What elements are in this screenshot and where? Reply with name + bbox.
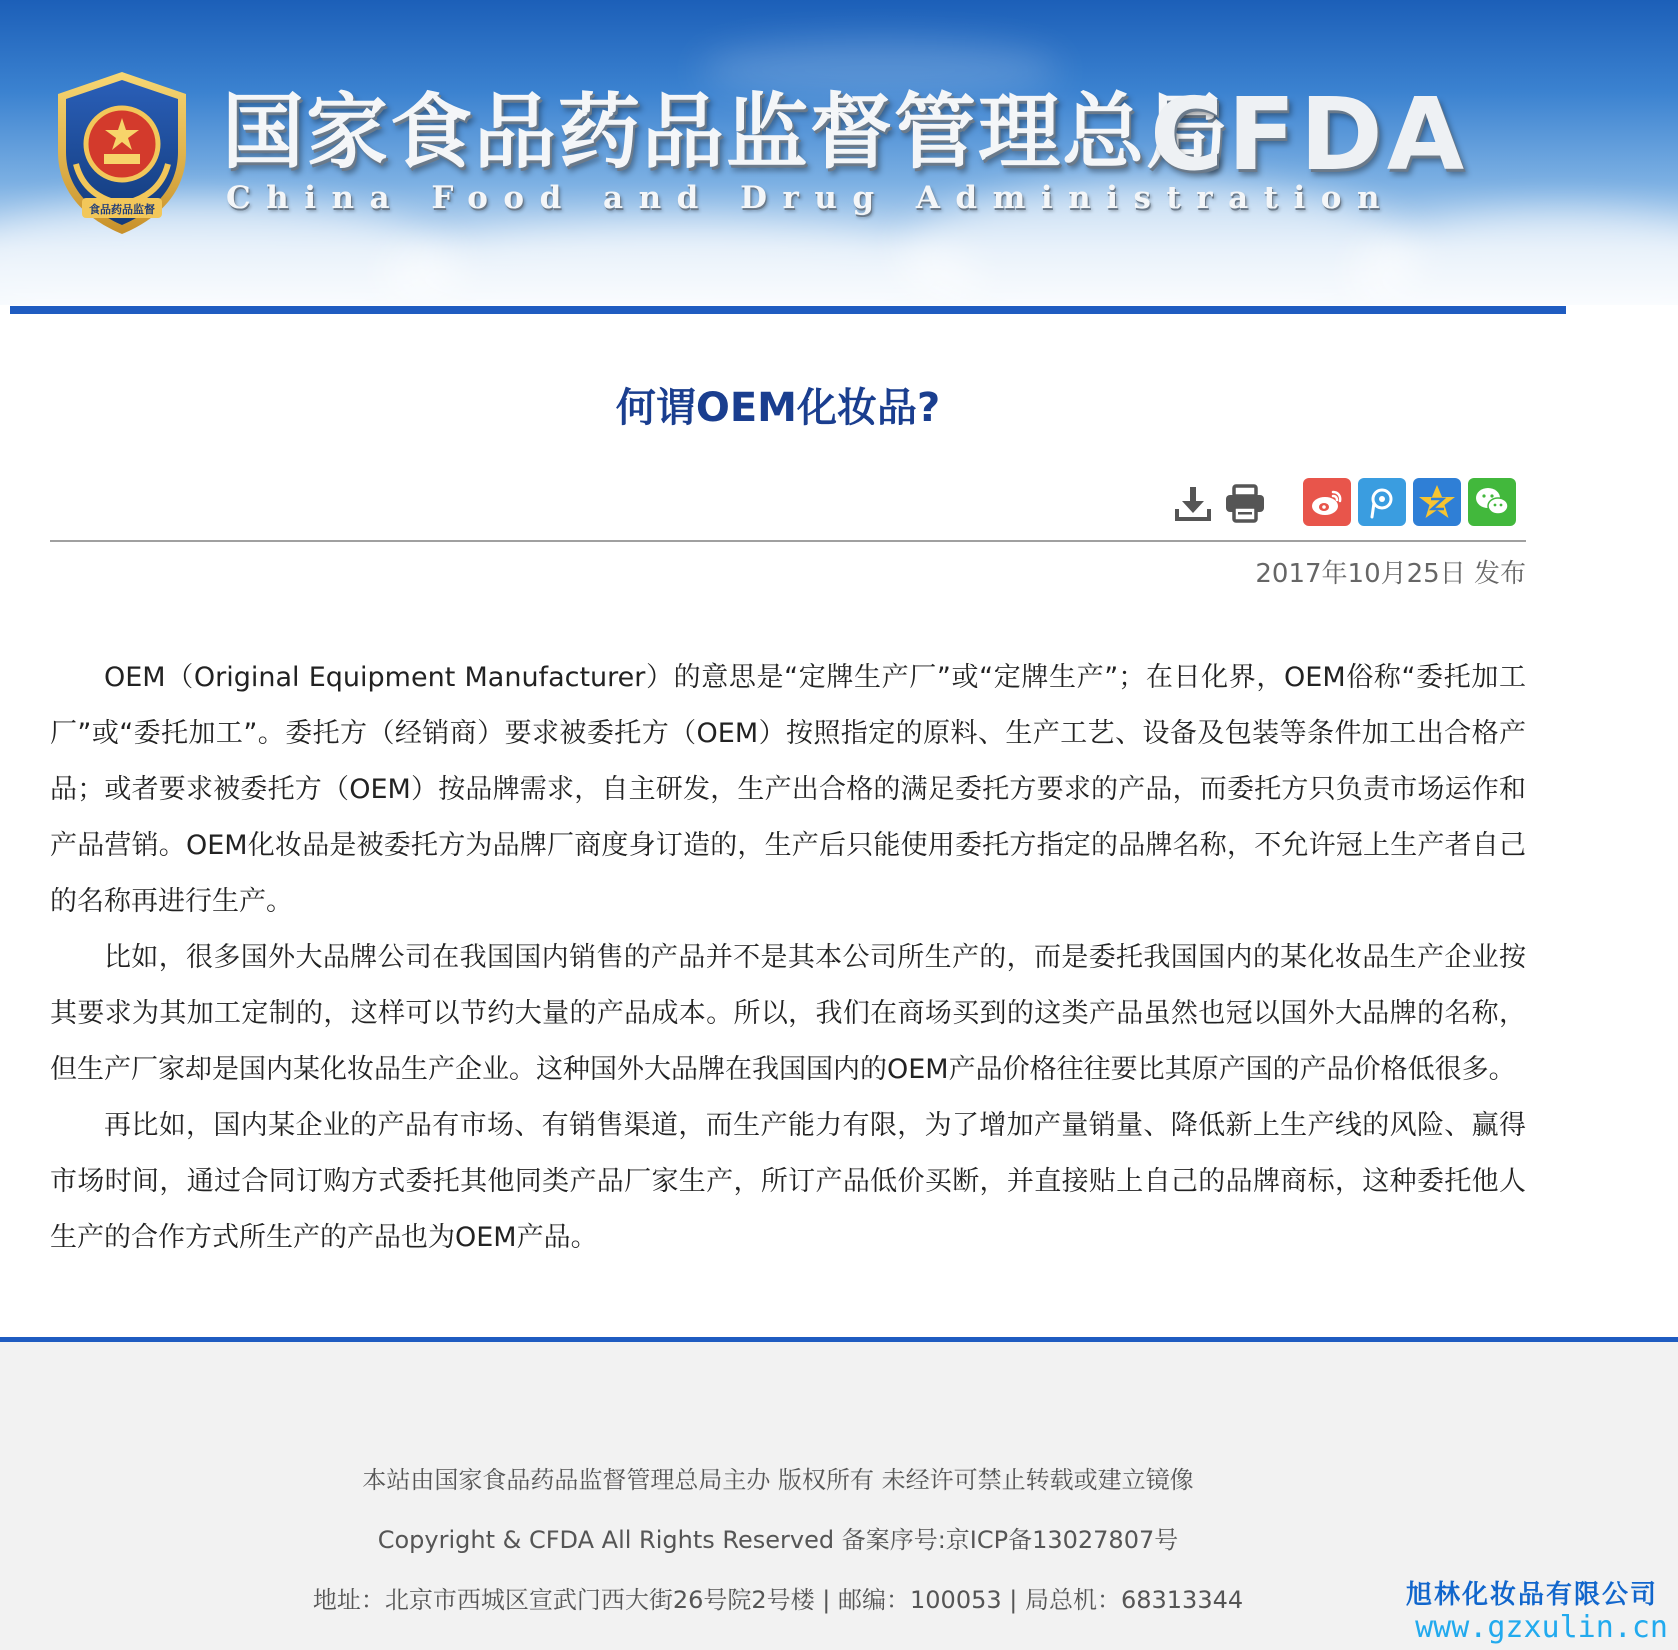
share-tencent-weibo-button[interactable] <box>1358 478 1406 526</box>
footer-address: 地址：北京市西城区宣武门西大街26号院2号楼 | 邮编：100053 | 局总机：68313344 <box>312 1586 1244 1614</box>
share-weibo-button[interactable] <box>1303 478 1351 526</box>
print-button[interactable] <box>1220 478 1270 528</box>
share-qzone-button[interactable] <box>1413 478 1461 526</box>
title-divider <box>50 540 1526 542</box>
article-paragraph: 再比如，国内某企业的产品有市场、有销售渠道，而生产能力有限，为了增加产量销量、降低新上生产线的风险、赢得市场时间，通过合同订购方式委托其他同类产品厂家生产，所订产品低价买断，并直接贴上自己的品牌商标，这种委托他人生产的合作方式所生产的产品也为OEM产品。 <box>50 1110 1526 1253</box>
site-name-abbr: CFDA <box>1150 76 1469 193</box>
site-header-banner <box>0 0 1678 305</box>
publish-date: 2017年10月25日 发布 <box>1255 559 1526 589</box>
share-wechat-button[interactable] <box>1468 478 1516 526</box>
weibo-share-icon <box>1309 486 1345 518</box>
site-name-cn: 国家食品药品监督管理总局 <box>222 84 1231 180</box>
wechat-share-icon <box>1473 485 1511 519</box>
article-body <box>50 650 1526 1266</box>
site-name-en: China Food and Drug Administration <box>226 180 1395 216</box>
tencent-weibo-share-icon <box>1364 485 1400 519</box>
print-icon <box>1224 483 1266 523</box>
article-paragraph: OEM（Original Equipment Manufacturer）的意思是“定牌生产厂”或“定牌生产”；在日化界，OEM俗称“委托加工厂”或“委托加工”。委托方（经销商）要求被委托方（OEM）按照指定的原料、生产工艺、设备及包装等条件加工出合格产品；或者要求被委托方（OEM）按品牌需求，自主研发，生产出合格的满足委托方要求的产品，而委托方只负责市场运作和产品营销。OEM化妆品是被委托方为品牌厂商度身订造的，生产后只能使用委托方指定的品牌名称，不允许冠上生产者自己的名称再进行生产。 <box>50 662 1526 917</box>
footer-copyright-notice: 本站由国家食品药品监督管理总局主办 版权所有 未经许可禁止转载或建立镜像 <box>362 1466 1194 1494</box>
cfda-emblem-icon <box>48 68 196 238</box>
article-paragraph: 比如，很多国外大品牌公司在我国国内销售的产品并不是其本公司所生产的，而是委托我国国内的某化妆品生产企业按其要求为其加工定制的，这样可以节约大量的产品成本。所以，我们在商场买到的这类产品虽然也冠以国外大品牌的名称，但生产厂家却是国内某化妆品生产企业。这种国外大品牌在我国国内的OEM产品价格往往要比其原产国的产品价格低很多。 <box>50 942 1526 1085</box>
qzone-share-icon <box>1417 482 1457 522</box>
watermark-url: www.gzxulin.cn <box>1415 1610 1668 1645</box>
watermark-company: 旭林化妆品有限公司 <box>1405 1580 1658 1610</box>
article-title: 何谓OEM化妆品? <box>615 385 941 431</box>
download-button[interactable] <box>1168 478 1218 528</box>
header-divider-bar <box>10 306 1566 314</box>
download-icon <box>1173 483 1213 523</box>
emblem-ribbon-text: 食品药品监督 <box>89 203 155 216</box>
footer-icp-record: Copyright & CFDA All Rights Reserved 备案序号:京ICP备13027807号 <box>377 1526 1179 1554</box>
